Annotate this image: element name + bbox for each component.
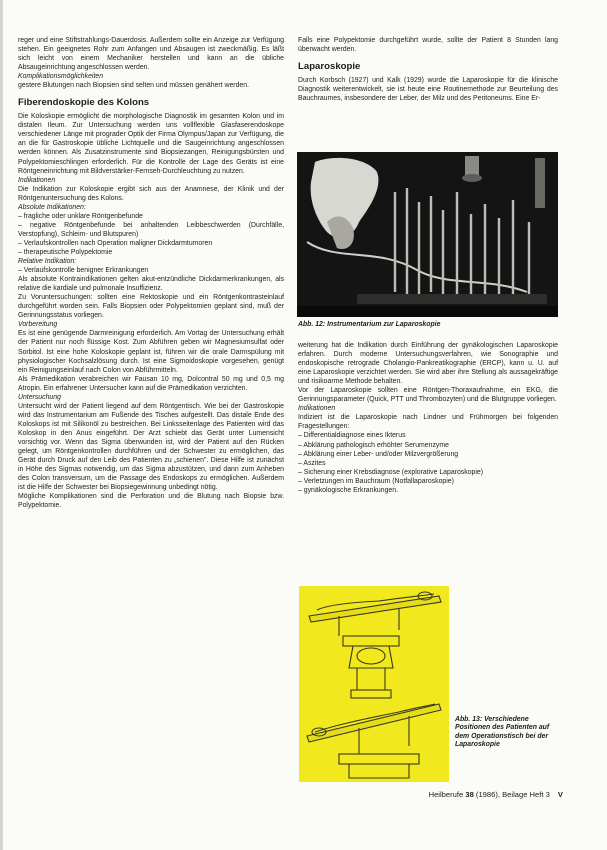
absolute-indications-label: Absolute Indikationen: — [18, 203, 86, 211]
patient-positions-drawing — [299, 586, 449, 782]
contraindications-text: Als absolute Kontraindikationen gelten akut-entzündliche Dickdarmerkrankungen, als relative die kardiale und pulmonale Insuffizienz. — [18, 276, 284, 293]
preliminary-examinations-text: Zu Voruntersuchungen: sollten eine Rektoskopie und ein Röntgenkontrasteinlauf durchgeführt worden sein. Falls Biopsien oder Polypektomien geplant sind, muß der Gerinnungsstatus vorliegen. — [18, 294, 284, 320]
patient-positions-illustration — [299, 586, 449, 782]
indications-label: Indikationen — [18, 176, 56, 184]
colonoscopy-intro: Die Koloskopie ermöglicht die morphologische Diagnostik im gesamten Kolon und im distalen Ileum. Zur Untersuchung werden uns vollflexible Glasfaserendoskope verschiedener Länge mit prograder Optik der Firma Olympus/Japan zur Verfügung, die an die für Gastroskopie übliche Lichtquelle und die Saugeinrichtung angeschlossen werden können. Als Zusatzinstrumente sind Biopsiezangen, Reinigungsbürsten und Polypektomieschlingen erforderlich. Für die Kontrolle der Lage des Geräts ist eine Röntgeneinrichtung mit Bildverstärker-Fernseh-Durchleuchtung zu nutzen. — [18, 113, 284, 175]
right-column-middle — [298, 341, 558, 495]
laparoscopy-indications-text: Indiziert ist die Laparoskopie nach Lindner und Frühmorgen bei folgenden Fragestellungen: — [298, 414, 558, 431]
figure-13-caption: Abb. 13: Verschiedene Positionen des Patienten auf dem Operationstisch bei der Laparoskopie — [455, 716, 550, 749]
laparoscopy-indication-item: – Abklärung pathologisch erhöhter Serumenzyme — [298, 441, 449, 449]
indications-text: Die Indikation zur Koloskopie ergibt sich aus der Anamnese, der Klinik und der Röntgenuntersuchung des Kolons. — [18, 185, 284, 202]
complications-label: Komplikationsmöglichkeiten — [18, 73, 104, 81]
page-number: V — [557, 790, 563, 799]
left-column — [18, 36, 284, 510]
laparoscopy-text-1: weiterung hat die Indikation durch Einführung der gynäkologischen Laparoskopie erfahren. Durch moderne Untersuchungsverfahren, wie Sonographie und endoskopische retrograde Cholangio-Pankreatikographie (ERCP), kann u. U. auf eine Laparoskopie verzichtet werden. Sie wird aber ihre Stellung als aussagekräftige und risikoarme Methode behalten. — [298, 342, 558, 386]
section-heading-laparoscopy: Laparoskopie — [298, 61, 361, 73]
laparoscopy-indication-item: – Abklärung einer Leber- und/oder Milzvergrößerung — [298, 450, 459, 458]
instrument-photo — [297, 152, 558, 317]
absolute-indication-item: – negative Röntgenbefunde bei anhaltenden Leibbeschwerden (Durchfälle, Verstopfung), Schleim- und Blutspuren) — [18, 221, 284, 238]
relative-indication-item: – Verlaufskontrolle benigner Erkrankungen — [18, 267, 149, 275]
absolute-indication-item: – Verlaufskontrollen nach Operation maligner Dickdarmtumoren — [18, 239, 213, 247]
laparoscopy-indications-label: Indikationen — [298, 405, 336, 413]
premedication-text: Als Prämedikation verabreichen wir Fausan 10 mg, Dolcontral 50 mg und 0,5 mg Atropin. Ein erfahrener Untersucher kann auf die Prämedikation verzichten. — [18, 375, 284, 392]
intro-paragraph: reger und eine Stiftstrahlungs-Dauerdosis. Außerdem sollte ein Anzeige zur Verfügung stehen. Ein geeignetes Rohr zum Anfangen und Absaugen ist zweckmäßig. Es läßt sich leicht von einem Mechaniker herstellen und kann an die übliche Absaugeinrichtung angeschlossen werden. — [18, 37, 284, 72]
journal-issue: (1986), Beilage Heft 3 — [475, 790, 550, 799]
procedure-text: Untersucht wird der Patient liegend auf dem Röntgentisch. Wie bei der Gastroskopie wird das Instrumentarium am Fußende des Tisches aufgestellt. Das distale Ende des Koloskops ist mit Silikonöl zu bestreichen. Bei Linksseitenlage des Patienten wird das Koloskop in den Anus eingeführt. Der Arzt schiebt das Gerät unter Lumensicht vorsichtig vor. Wenn das Sigma überwunden ist, wird der Patient auf den Rücken gelegt, um Röntgenkontrollen durchführen und der Schwester zu ermöglichen, das Gerät durch Druck auf den Leib des Patienten zu „schienen". Diese Hilfe ist zunächst in Höhe des Sigmas notwendig, um das Sigma abzustützen, und dann zum Anheben des Colon transversum, um die Passage des Endoskops zu ermöglichen. Außerdem ist die Hilfe der Schwester bei Biopsiegewinnung unbedingt nötig. — [18, 402, 284, 492]
absolute-indication-item: – therapeutische Polypektomie — [18, 248, 113, 256]
laparoscopy-indication-item: – Verletzungen im Bauchraum (Notfallaparoskopie) — [298, 477, 454, 485]
laparoscopy-indication-item: – gynäkologische Erkrankungen. — [298, 486, 398, 494]
possible-complications-text: Mögliche Komplikationen sind die Perforation und die Blutung nach Biopsie bzw. Polypektomie. — [18, 493, 284, 510]
preparation-text: Es ist eine genügende Darmreinigung erforderlich. Am Vortag der Untersuchung erhält der Patient nur noch flüssige Kost. Zum Abführen geben wir Magnesiumsulfat oder Sorbitol. Ist eine hohe Koloskopie geplant ist, führen wir die orale Darmspülung mit physiologischer Kochsalzlösung durch. Ist eine Sigmoidoskopie vorgesehen, genügt ein Reinigungseinlauf nach Colon von Abführmitteln. — [18, 330, 284, 374]
page-edge-shadow — [0, 0, 3, 850]
instrument-photo-drawing — [297, 152, 558, 317]
absolute-indication-item: – fragliche oder unklare Röntgenbefunde — [18, 212, 143, 220]
laparoscopy-intro: Durch Korbsch (1927) und Kalk (1929) wurde die Laparoskopie für die klinische Diagnostik weiterentwickelt, sie ist heute eine Routinemethode zur Beurteilung des Bauchraumes, insbesondere der Leber, der Milz und des Peritoneums. Eine Er- — [298, 77, 558, 103]
relative-indication-label: Relative Indikation: — [18, 258, 77, 266]
laparoscopy-text-2: Vor der Laparoskopie sollten eine Röntgen-Thoraxaufnahme, ein EKG, die Gerinnungsparameter (Quick, PTT und Thrombozyten) und die Blutgruppe vorliegen. — [298, 387, 558, 404]
section-heading-colonoscopy: Fiberendoskopie des Kolons — [18, 97, 150, 109]
right-column-top — [298, 36, 558, 103]
procedure-label: Untersuchung — [18, 393, 61, 401]
journal-name: Heilberufe — [428, 790, 464, 799]
preparation-label: Vorbereitung — [18, 321, 58, 329]
polypectomy-note: Falls eine Polypektomie durchgeführt wurde, sollte der Patient 8 Stunden lang überwacht werden. — [298, 37, 558, 54]
laparoscopy-indication-item: – Aszites — [298, 459, 326, 467]
page-footer — [398, 790, 563, 799]
figure-12-caption: Abb. 12: Instrumentarium zur Laparoskopie — [298, 321, 441, 328]
complications-text: gestere Blutungen nach Biopsien sind selten und müssen genähert werden. — [18, 82, 249, 90]
laparoscopy-indication-item: – Differentialdiagnose eines Ikterus — [298, 432, 406, 440]
laparoscopy-indication-item: – Sicherung einer Krebsdiagnose (explorative Laparoskopie) — [298, 468, 484, 476]
journal-volume: 38 — [465, 790, 474, 799]
